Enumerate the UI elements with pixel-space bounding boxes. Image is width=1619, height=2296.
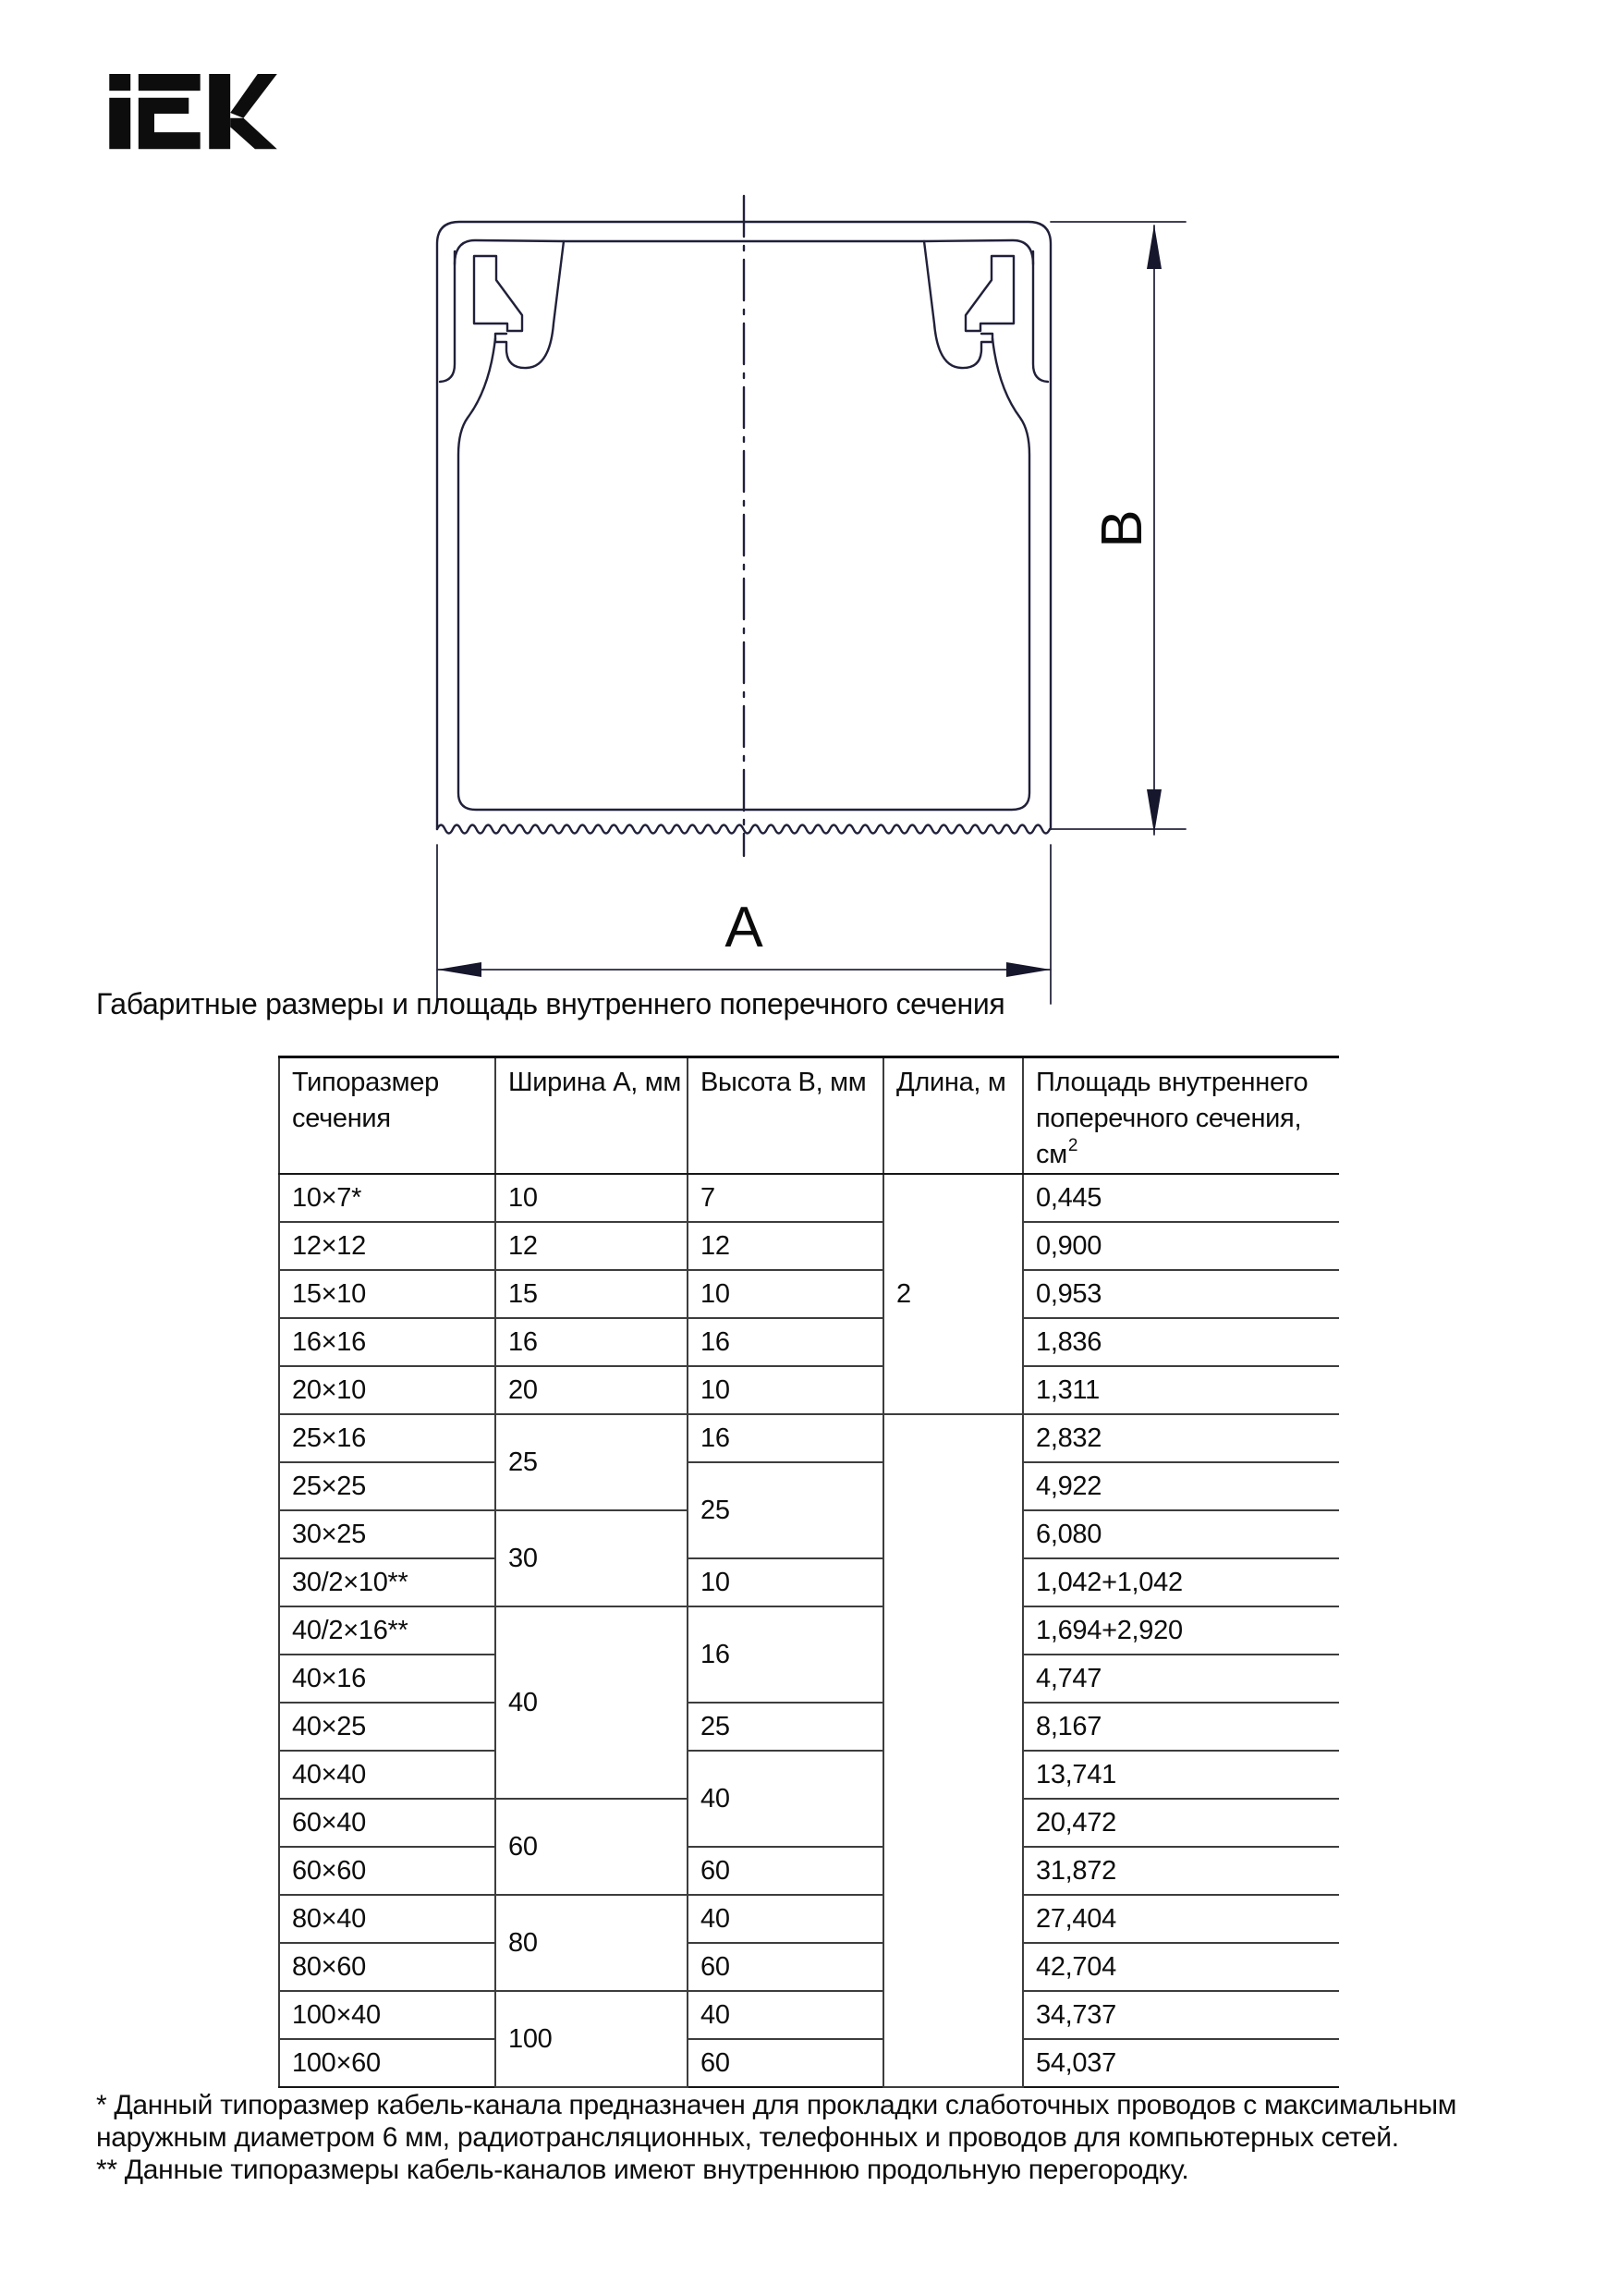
cell-height: 25	[688, 1703, 883, 1751]
table-row	[279, 1366, 1339, 1414]
cell-area: 0,900	[1023, 1222, 1339, 1270]
cell-width: 10	[495, 1174, 688, 1222]
cell-size: 40×40	[279, 1751, 495, 1799]
table-row	[279, 1270, 1339, 1318]
cell-width: 15	[495, 1270, 688, 1318]
cell-area: 20,472	[1023, 1799, 1339, 1847]
cell-size: 60×40	[279, 1799, 495, 1847]
cell-width: 16	[495, 1318, 688, 1366]
cell-height: 16	[688, 1606, 883, 1703]
table-row	[279, 1318, 1339, 1366]
table-row	[279, 1751, 1339, 1799]
cell-width: 30	[495, 1510, 688, 1606]
latch-right-return	[1033, 251, 1048, 382]
cell-area: 1,836	[1023, 1318, 1339, 1366]
cell-width: 20	[495, 1366, 688, 1414]
cell-height: 60	[688, 1847, 883, 1895]
cell-area: 54,037	[1023, 2039, 1339, 2087]
footnotes	[96, 2089, 1538, 2186]
cell-height: 60	[688, 1943, 883, 1991]
cross-section-drawing	[0, 0, 1619, 1054]
dimension-b-arrow-down	[1147, 789, 1162, 834]
cell-width: 80	[495, 1895, 688, 1991]
table-row	[279, 1462, 1339, 1510]
table-row	[279, 1847, 1339, 1895]
cell-length: 2	[883, 1174, 1023, 1414]
dimension-label-b: B	[1090, 509, 1154, 548]
col-header-area	[1023, 1057, 1339, 1175]
serrated-bottom-edge	[437, 825, 1050, 834]
col-header-area-label: Площадь внутреннего поперечного сечения, см	[1036, 1068, 1309, 1169]
cell-size: 12×12	[279, 1222, 495, 1270]
cell-height: 40	[688, 1895, 883, 1943]
footnote-single-asterisk: * Данный типоразмер кабель-канала предназначен для прокладки слаботочных проводов с максимальным наружным диаметром 6 мм, радиотрансляционных, телефонных и проводов для компьютерных сетей.	[96, 2090, 1457, 2153]
cell-size: 30/2×10**	[279, 1558, 495, 1606]
cell-area: 34,737	[1023, 1991, 1339, 2039]
cell-width: 100	[495, 1991, 688, 2087]
col-header-length: Длина, м	[883, 1057, 1023, 1175]
cell-size: 25×25	[279, 1462, 495, 1510]
cell-size: 80×40	[279, 1895, 495, 1943]
cell-area: 13,741	[1023, 1751, 1339, 1799]
cell-area: 27,404	[1023, 1895, 1339, 1943]
cell-size: 100×60	[279, 2039, 495, 2087]
cell-size: 60×60	[279, 1847, 495, 1895]
cell-area: 2,832	[1023, 1414, 1339, 1462]
cell-width: 12	[495, 1222, 688, 1270]
table-row	[279, 1414, 1339, 1462]
table-body	[279, 1174, 1339, 2087]
cell-size: 80×60	[279, 1943, 495, 1991]
cell-size: 25×16	[279, 1414, 495, 1462]
cell-area: 1,694+2,920	[1023, 1606, 1339, 1655]
cell-size: 15×10	[279, 1270, 495, 1318]
cell-area: 6,080	[1023, 1510, 1339, 1558]
cell-size: 10×7*	[279, 1174, 495, 1222]
latch-right-pocket	[924, 240, 1033, 368]
header-row	[279, 1057, 1339, 1175]
col-header-area-superscript: 2	[1067, 1136, 1078, 1155]
cell-height: 25	[688, 1462, 883, 1558]
cell-area: 31,872	[1023, 1847, 1339, 1895]
cell-height: 10	[688, 1270, 883, 1318]
cell-area: 0,445	[1023, 1174, 1339, 1222]
col-header-height: Высота В, мм	[688, 1057, 883, 1175]
dimensions-table	[278, 1056, 1339, 2088]
cell-size: 40/2×16**	[279, 1606, 495, 1655]
cell-height: 12	[688, 1222, 883, 1270]
latch-left-pocket	[455, 240, 564, 368]
table-row	[279, 1991, 1339, 2039]
table-row	[279, 1606, 1339, 1655]
cell-height: 16	[688, 1414, 883, 1462]
col-header-size: Типоразмер сечения	[279, 1057, 495, 1175]
dimension-a-arrow-right	[1006, 962, 1051, 977]
cell-size: 40×16	[279, 1655, 495, 1703]
cell-height: 10	[688, 1366, 883, 1414]
cell-height: 16	[688, 1318, 883, 1366]
cell-area: 0,953	[1023, 1270, 1339, 1318]
footnote-double-asterisk: ** Данные типоразмеры кабель-каналов имеют внутреннюю продольную перегородку.	[96, 2155, 1189, 2185]
table-row	[279, 2039, 1339, 2087]
cell-area: 8,167	[1023, 1703, 1339, 1751]
section-title: Габаритные размеры и площадь внутреннего поперечного сечения	[96, 987, 1005, 1020]
cell-area: 4,922	[1023, 1462, 1339, 1510]
latch-left-tooth	[474, 256, 522, 331]
dimension-b-arrow-up	[1147, 225, 1162, 269]
table-row	[279, 1943, 1339, 1991]
cell-area: 1,042+1,042	[1023, 1558, 1339, 1606]
cell-length-empty	[883, 1414, 1023, 2087]
col-header-width: Ширина А, мм	[495, 1057, 688, 1175]
dimension-label-a: A	[724, 896, 763, 959]
cell-size: 20×10	[279, 1366, 495, 1414]
table-row	[279, 1558, 1339, 1606]
cell-height: 10	[688, 1558, 883, 1606]
cell-size: 16×16	[279, 1318, 495, 1366]
cell-size: 100×40	[279, 1991, 495, 2039]
cell-area: 42,704	[1023, 1943, 1339, 1991]
cell-width: 60	[495, 1799, 688, 1895]
cell-height: 40	[688, 1751, 883, 1847]
table-row	[279, 1174, 1339, 1222]
cell-height: 7	[688, 1174, 883, 1222]
cell-height: 40	[688, 1991, 883, 2039]
cell-size: 40×25	[279, 1703, 495, 1751]
table-header	[279, 1057, 1339, 1175]
cell-width: 25	[495, 1414, 688, 1510]
cell-width: 40	[495, 1606, 688, 1799]
cell-area: 4,747	[1023, 1655, 1339, 1703]
dimension-a-arrow-left	[437, 962, 481, 977]
latch-left-return	[440, 251, 455, 382]
table-row	[279, 1222, 1339, 1270]
table-row	[279, 1703, 1339, 1751]
latch-right-tooth	[966, 256, 1014, 331]
cell-height: 60	[688, 2039, 883, 2087]
cell-area: 1,311	[1023, 1366, 1339, 1414]
cell-size: 30×25	[279, 1510, 495, 1558]
table-row	[279, 1895, 1339, 1943]
